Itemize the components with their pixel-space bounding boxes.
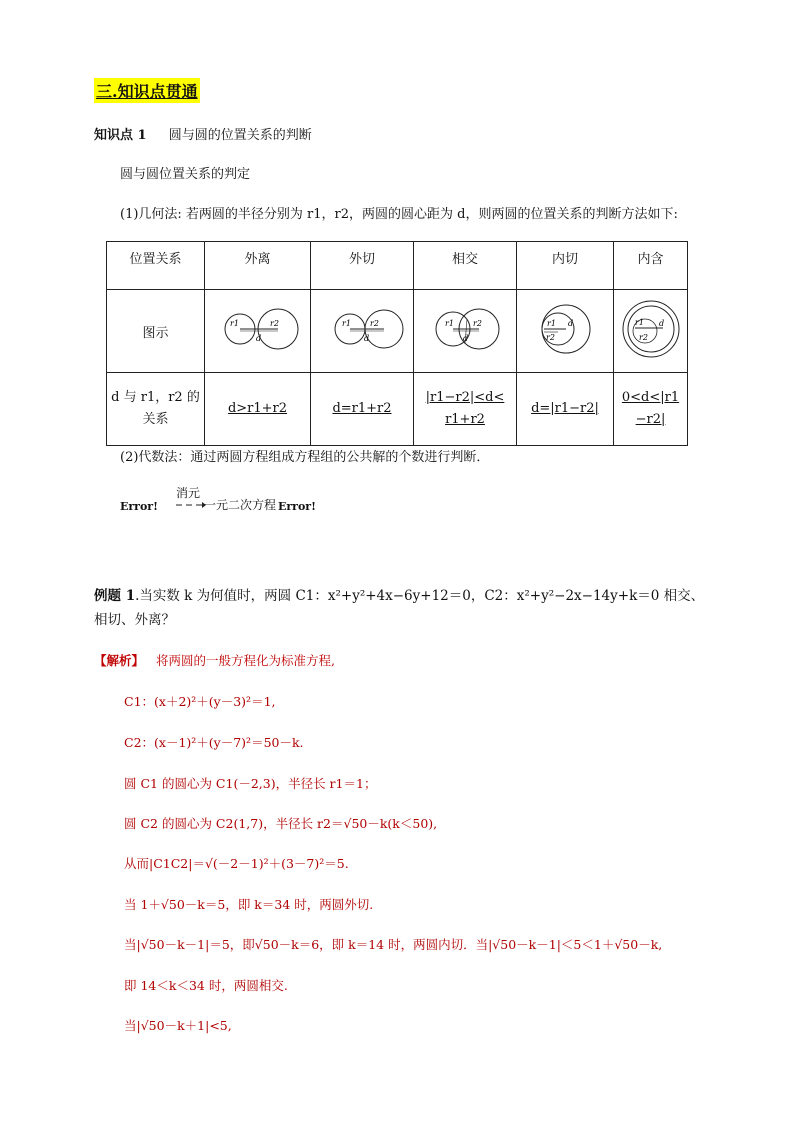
condition-contain	[614, 373, 688, 446]
circles-separate-diagram	[208, 299, 308, 359]
diagram-r2-label: r2	[546, 333, 555, 342]
condition-internal-tangent	[517, 373, 614, 446]
condition-label-line1: d 与 r1，r2 的	[111, 390, 200, 405]
table-header-row	[107, 242, 688, 290]
header-cell: 内含	[614, 242, 688, 290]
dashed-arrow-icon	[176, 497, 206, 511]
solution-line: 即 14＜k＜34 时，两圆相交.	[124, 978, 288, 993]
condition-label	[107, 373, 205, 446]
example-problem	[94, 584, 714, 632]
solution-line: 当|√50－k＋1|<5,	[124, 1018, 232, 1033]
diagram-d-label: d	[568, 319, 574, 328]
diagram-separate	[205, 290, 311, 373]
condition-line1: d>r1+r2	[227, 401, 288, 416]
condition-intersect	[414, 373, 517, 446]
diagram-r1-label: r1	[342, 319, 351, 328]
solution-line: 当|√50－k－1|＝5，即√50－k＝6，即 k＝14 时，两圆内切．当|√50－k－1|＜5＜1＋√50－k,	[124, 937, 663, 952]
header-cell: 位置关系	[107, 242, 205, 290]
solution-intro: 将两圆的一般方程化为标准方程,	[156, 653, 335, 668]
error-left: Error!	[120, 500, 158, 513]
circles-internal-tangent-diagram	[520, 299, 610, 359]
solution-tag: 【解析】	[94, 653, 145, 668]
condition-separate	[205, 373, 311, 446]
solution-line: 圆 C2 的圆心为 C2(1,7)，半径长 r2＝√50－k(k＜50),	[124, 816, 438, 831]
solution-line: 当 1＋√50－k＝5，即 k＝34 时，两圆外切.	[124, 897, 374, 912]
solution-line: C2：(x－1)²＋(y－7)²＝50－k.	[124, 735, 304, 750]
subtitle: 圆与圆位置关系的判定	[120, 167, 251, 182]
knowledge-point-title: 圆与圆的位置关系的判断	[168, 128, 312, 143]
circles-contain-diagram	[615, 297, 687, 361]
header-cell: 相交	[414, 242, 517, 290]
diagram-d-label: d	[463, 334, 469, 343]
elimination-label: 消元	[176, 486, 201, 500]
condition-label-line2: 关系	[142, 412, 169, 427]
diagram-r2-label: r2	[473, 319, 482, 328]
solution-heading	[94, 651, 335, 669]
condition-external-tangent	[311, 373, 414, 446]
diagram-d-label: d	[658, 319, 664, 328]
diagram-r2-label: r2	[370, 319, 379, 328]
table-diagram-row	[107, 290, 688, 373]
diagram-r1-label: r1	[634, 318, 644, 327]
diagram-label: 图示	[107, 290, 205, 373]
solution-line: 从而|C1C2|＝√(－2－1)²＋(3－7)²＝5.	[124, 856, 349, 871]
knowledge-point-label: 知识点 1	[94, 128, 147, 143]
header-cell: 外切	[311, 242, 414, 290]
circles-intersect-diagram	[415, 299, 515, 359]
solution-line: 圆 C1 的圆心为 C1(－2,3)，半径长 r1＝1；	[124, 776, 377, 791]
diagram-r2-label: r2	[638, 333, 648, 342]
diagram-tangent-external	[311, 290, 414, 373]
algebraic-method: (2)代数法：通过两圆方程组成方程组的公共解的个数进行判断．	[120, 450, 490, 465]
condition-line1: 0<d<|r1	[621, 390, 680, 405]
diagram-contain	[614, 290, 688, 373]
solution-line: C1：(x＋2)²＋(y－3)²＝1,	[124, 694, 276, 709]
knowledge-point-heading	[94, 124, 312, 143]
diagram-d-label: d	[255, 334, 261, 343]
diagram-intersect	[414, 290, 517, 373]
condition-line1: d=|r1−r2|	[531, 401, 599, 416]
error-right: Error!	[278, 500, 316, 513]
diagram-d-label: d	[364, 334, 370, 343]
condition-line1: |r1−r2|<d<	[425, 390, 505, 405]
section-title: 三.知识点贯通	[94, 78, 200, 103]
quadratic-equation-label: 一元二次方程	[204, 498, 277, 512]
diagram-r1-label: r1	[547, 319, 556, 328]
condition-line1: d=r1+r2	[332, 401, 392, 416]
example-text: .当实数 k 为何值时，两圆 C1：x²+y²+4x−6y+12＝0，C2：x²+y²−2x−14y+k＝0 相交、相切、外离？	[94, 588, 705, 628]
diagram-r2-label: r2	[269, 319, 279, 328]
diagram-tangent-internal	[517, 290, 614, 373]
condition-line2: r1+r2	[445, 412, 485, 427]
circles-external-tangent-diagram	[312, 299, 412, 359]
geometric-method: (1)几何法: 若两圆的半径分别为 r1，r2，两圆的圆心距为 d，则两圆的位置关系的判断方法如下:	[120, 207, 678, 222]
diagram-r1-label: r1	[229, 319, 239, 328]
header-cell: 内切	[517, 242, 614, 290]
elimination-flow	[120, 484, 440, 518]
example-label: 例题 1	[94, 588, 136, 604]
condition-line2: −r2|	[635, 412, 666, 427]
relationship-table	[106, 241, 688, 446]
diagram-r1-label: r1	[445, 319, 454, 328]
table-condition-row	[107, 373, 688, 446]
header-cell: 外离	[205, 242, 311, 290]
